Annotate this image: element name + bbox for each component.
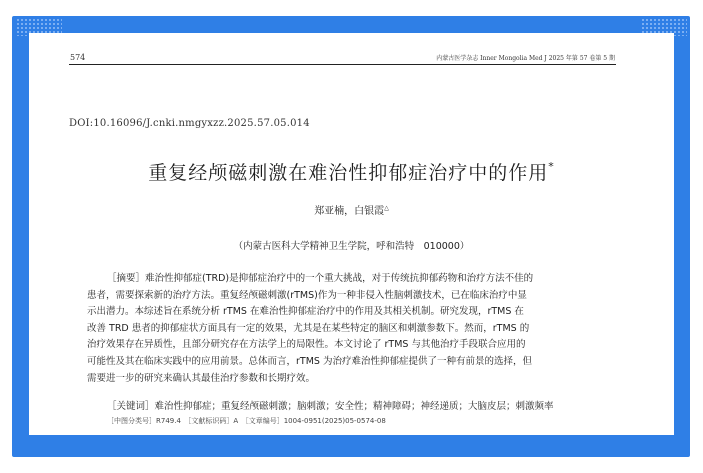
affiliation: （内蒙古医科大学精神卫生学院，呼和浩特 010000）: [233, 241, 470, 252]
abstract: [87, 271, 617, 387]
title-footnote-marker: *: [548, 159, 555, 173]
article-title: [0, 158, 703, 185]
authors: [0, 202, 703, 217]
abstract-line: 可能性及其在临床实践中的应用前景。总体而言，rTMS 为治疗难治性抑郁症提供了一种有前景的选择，但: [87, 355, 532, 367]
page-number: 574: [70, 53, 86, 62]
abstract-line: 示出潜力。本综述旨在系统分析 rTMS 在难治性抑郁症治疗中的作用及其相关机制。研究发现，rTMS 在: [87, 306, 524, 318]
author-footnote-marker: △: [384, 204, 389, 212]
classification-codes: ［中图分类号］R749.4 ［文献标识码］A ［文章编号］1004-0951(2025)05-0574-08: [107, 417, 386, 425]
abstract-line: 改善 TRD 患者的抑郁症状方面具有一定的效果，尤其是在某些特定的脑区和刺激参数下。然而，rTMS 的: [87, 322, 530, 334]
journal-header: 内蒙古医学杂志 Inner Mongolia Med J 2025 年第 57 卷第 5 期: [436, 55, 615, 62]
doi-line: DOI:10.16096/J.cnki.nmgyxzz.2025.57.05.014: [69, 118, 310, 129]
keywords: ［关键词］难治性抑郁症；重复经颅磁刺激；脑刺激；安全性；精神障碍；神经递质；大脑皮层；刺激频率: [107, 401, 554, 412]
abstract-line: 需要进一步的研究来确认其最佳治疗参数和长期疗效。: [87, 372, 316, 384]
abstract-line: ［摘要］难治性抑郁症(TRD)是抑郁症治疗中的一个重大挑战，对于传统抗抑郁药物和治疗方法不佳的: [107, 273, 534, 284]
article-title-text: 重复经颅磁刺激在难治性抑郁症治疗中的作用: [148, 162, 549, 184]
abstract-line: 患者，需要探索新的治疗方法。重复经颅磁刺激(rTMS)作为一种非侵入性脑刺激技术，已在临床治疗中显: [87, 289, 527, 301]
author-names: 郑亚楠，白银霞: [314, 206, 385, 217]
abstract-line: 治疗效果存在异质性，且部分研究存在方法学上的局限性。本文讨论了 rTMS 与其他治疗手段联合应用的: [87, 339, 526, 351]
header-rule: [69, 64, 616, 65]
